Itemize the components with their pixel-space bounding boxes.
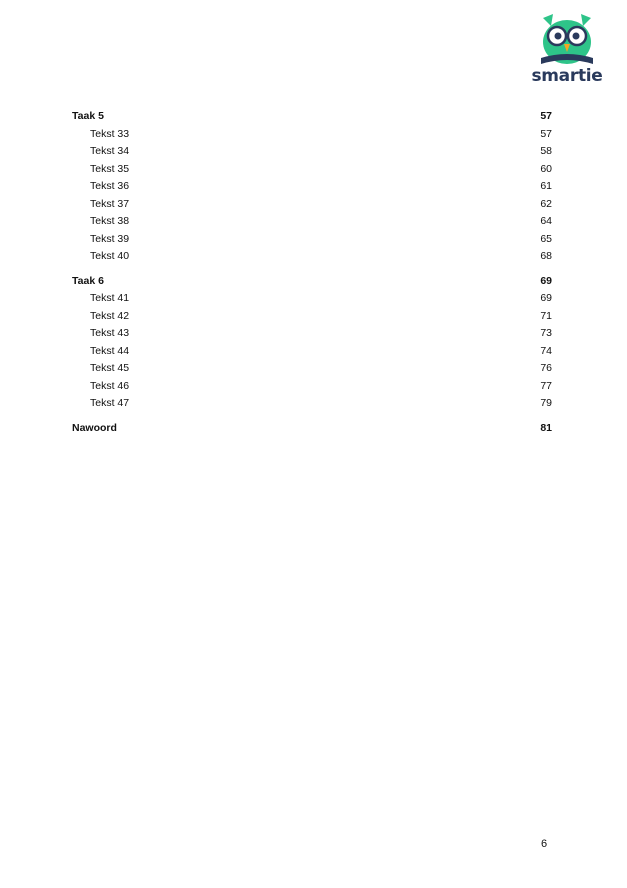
- toc-entry-label: Tekst 47: [90, 397, 130, 409]
- toc-heading-page: 81: [540, 421, 552, 434]
- toc-entry-label: Tekst 45: [90, 362, 130, 374]
- toc-entry-label: Tekst 38: [90, 215, 130, 227]
- toc-entry: [72, 196, 552, 214]
- toc-entry-page: 69: [540, 292, 552, 304]
- toc-entry-page: 76: [540, 362, 552, 374]
- toc-entry-page: 57: [540, 127, 552, 140]
- toc-entry: [72, 161, 552, 179]
- toc-entry-label: Tekst 43: [90, 327, 130, 339]
- owl-icon: [535, 12, 599, 68]
- toc-heading-page: 69: [540, 274, 552, 287]
- toc-heading-page: 57: [540, 110, 552, 122]
- toc-entry: [72, 178, 552, 196]
- page-number: 6: [541, 838, 548, 850]
- toc-entry: [72, 248, 552, 266]
- toc-entry-page: 61: [540, 180, 552, 192]
- toc-entry: [72, 360, 552, 378]
- toc-section-heading: [72, 273, 552, 291]
- toc-entry-label: Tekst 33: [90, 127, 130, 140]
- toc-entry: [72, 231, 552, 249]
- toc-entry-label: Tekst 44: [90, 344, 130, 357]
- toc-entry-page: 58: [540, 145, 552, 157]
- toc-entry: [72, 395, 552, 413]
- toc-entry: [72, 378, 552, 396]
- toc-heading-label: Nawoord: [72, 421, 117, 434]
- toc-entry-page: 74: [540, 344, 552, 357]
- logo-wordmark: smartie: [531, 66, 603, 86]
- toc-entry-label: Tekst 34: [90, 145, 130, 157]
- toc-entry: [72, 213, 552, 231]
- toc-entry-label: Tekst 40: [90, 250, 130, 262]
- toc-entry-label: Tekst 46: [90, 379, 130, 392]
- toc-entry: [72, 308, 552, 326]
- toc-section: [72, 273, 552, 413]
- toc-entry-page: 77: [540, 379, 552, 392]
- toc-section-heading: [72, 420, 552, 438]
- toc-entry: [72, 290, 552, 308]
- toc-entry-label: Tekst 35: [90, 162, 130, 175]
- table-of-contents: [72, 108, 552, 444]
- toc-entry: [72, 143, 552, 161]
- smartie-logo: [529, 12, 605, 86]
- toc-section-heading: [72, 108, 552, 126]
- toc-entry-label: Tekst 39: [90, 232, 130, 245]
- toc-entry-page: 71: [540, 309, 552, 322]
- toc-entry-label: Tekst 36: [90, 180, 130, 192]
- toc-entry-page: 64: [540, 215, 552, 227]
- toc-entry-label: Tekst 37: [90, 197, 130, 210]
- toc-entry: [72, 343, 552, 361]
- toc-entry-page: 62: [540, 197, 552, 210]
- toc-entry-label: Tekst 42: [90, 309, 130, 322]
- toc-entry-page: 65: [540, 232, 552, 245]
- toc-section: [72, 108, 552, 266]
- toc-entry-page: 79: [540, 397, 552, 409]
- toc-section: [72, 420, 552, 438]
- toc-entry-page: 73: [540, 327, 552, 339]
- toc-entry: [72, 126, 552, 144]
- toc-heading-label: Taak 5: [72, 110, 104, 122]
- toc-heading-label: Taak 6: [72, 274, 104, 287]
- toc-entry-label: Tekst 41: [90, 292, 130, 304]
- toc-entry-page: 60: [540, 162, 552, 175]
- toc-entry: [72, 325, 552, 343]
- toc-entry-page: 68: [540, 250, 552, 262]
